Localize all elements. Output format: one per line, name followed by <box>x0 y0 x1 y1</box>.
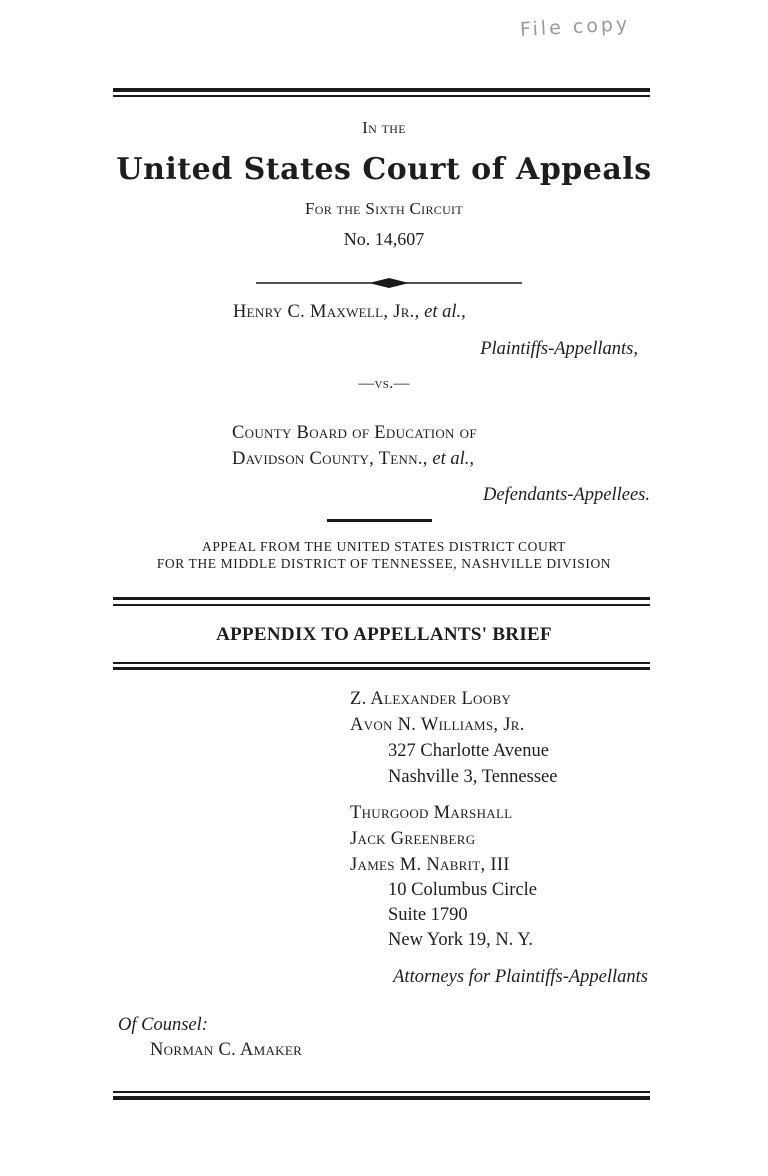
defendants-line-1: County Board of Education of <box>232 423 477 443</box>
attorney-marshall: Thurgood Marshall <box>350 803 513 823</box>
bottom-double-rule-thick <box>113 1096 650 1100</box>
attorney-williams: Avon N. Williams, Jr. <box>350 715 525 735</box>
plaintiffs-et-al: et al., <box>424 302 466 322</box>
attorney-nabrit: James M. Nabrit, III <box>350 855 510 875</box>
bottom-double-rule-thin <box>113 1091 650 1093</box>
title-top-rule-2 <box>113 604 650 606</box>
case-number: No. 14,607 <box>343 229 425 249</box>
attorney-greenberg: Jack Greenberg <box>350 829 476 849</box>
plaintiffs-role: Plaintiffs-Appellants, <box>480 339 638 359</box>
plaintiffs-name: Henry C. Maxwell, Jr., <box>233 302 420 322</box>
defendants-et-al: et al., <box>432 449 474 469</box>
top-double-rule-thin <box>113 95 650 97</box>
defendants-county: Davidson County, Tenn., <box>232 449 428 469</box>
address1-street: 327 Charlotte Avenue <box>388 741 549 761</box>
address2-street: 10 Columbus Circle <box>388 880 538 900</box>
court-prefix: In the <box>362 118 406 137</box>
address2-suite: Suite 1790 <box>388 905 468 925</box>
court-name: United States Court of Appeals <box>116 152 652 187</box>
versus-separator: —vs.— <box>358 375 410 392</box>
court-circuit: For the Sixth Circuit <box>305 199 463 218</box>
defendants-line-2 <box>232 449 474 470</box>
of-counsel-label: Of Counsel: <box>118 1015 208 1035</box>
title-top-rule-1 <box>113 597 650 600</box>
short-separator-rule <box>327 519 432 522</box>
address2-city: New York 19, N. Y. <box>388 930 533 950</box>
document-title: APPENDIX TO APPELLANTS' BRIEF <box>216 624 552 645</box>
of-counsel-name: Norman C. Amaker <box>150 1040 303 1060</box>
appeal-line-2: FOR THE MIDDLE DISTRICT OF TENNESSEE, NASHVILLE DIVISION <box>156 556 612 571</box>
attorney-looby: Z. Alexander Looby <box>350 689 512 709</box>
attorneys-role: Attorneys for Plaintiffs-Appellants <box>393 967 648 987</box>
top-double-rule-thick <box>113 88 650 92</box>
address1-city: Nashville 3, Tennessee <box>388 767 558 787</box>
defendants-role: Defendants-Appellees. <box>483 485 650 505</box>
title-bottom-rule-2 <box>113 667 650 670</box>
handwritten-file-copy-note: File copy <box>519 13 631 41</box>
title-bottom-rule-1 <box>113 662 650 664</box>
diamond-rule-ornament <box>256 276 522 290</box>
plaintiffs-name-line <box>233 302 466 323</box>
appeal-line-1: APPEAL FROM THE UNITED STATES DISTRICT COURT <box>201 539 567 554</box>
